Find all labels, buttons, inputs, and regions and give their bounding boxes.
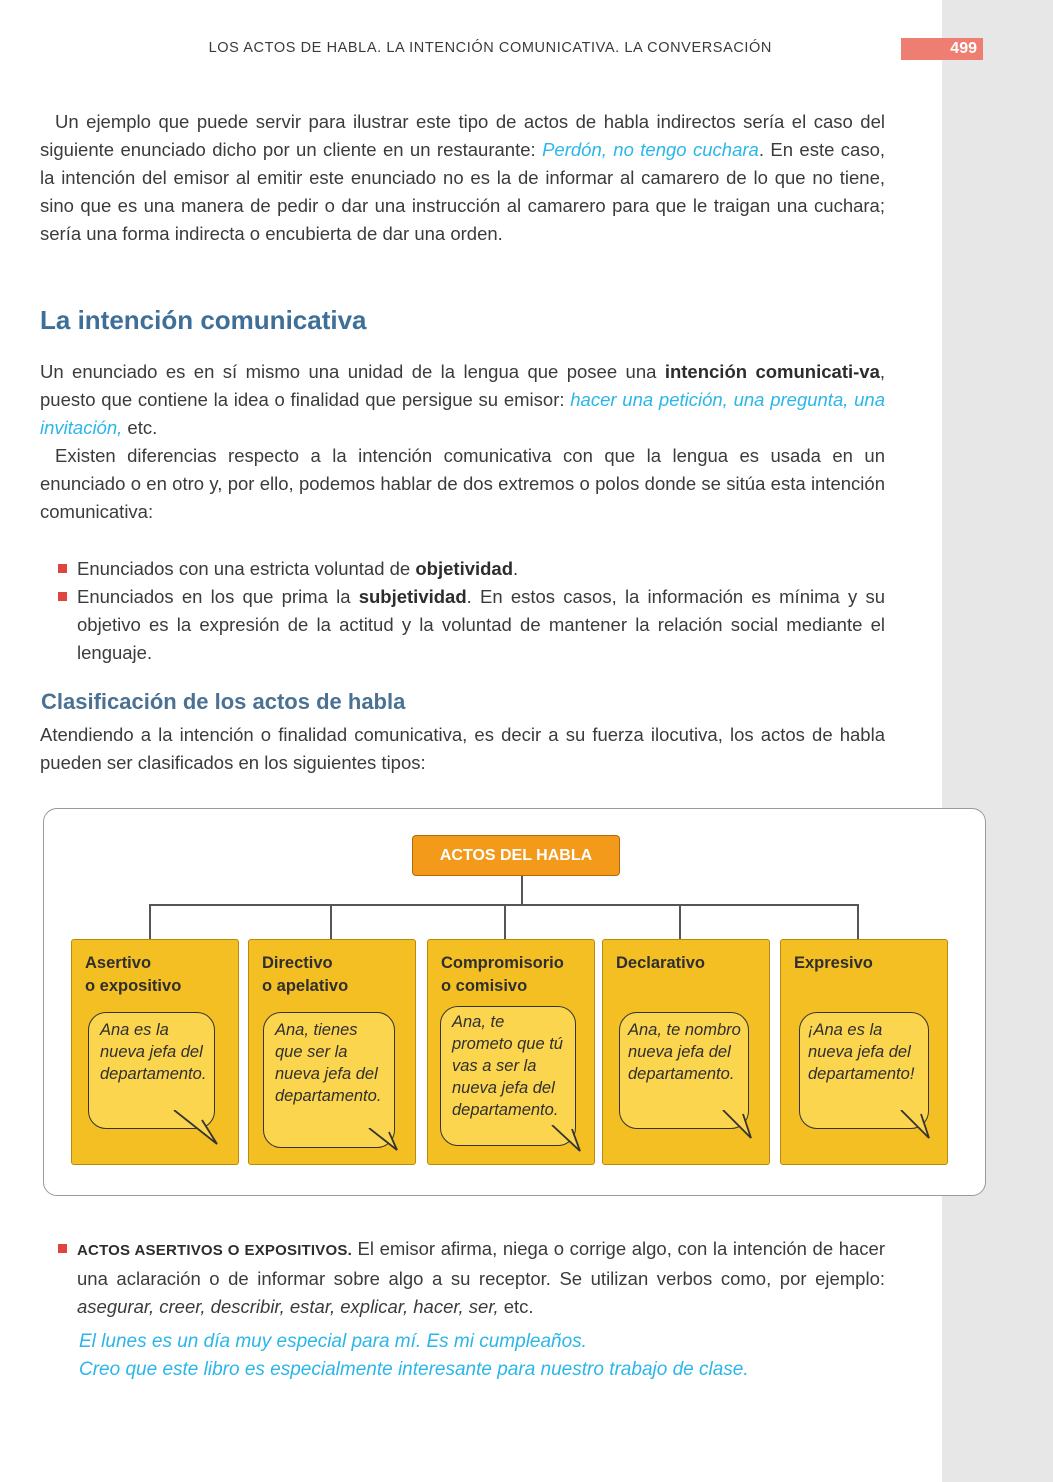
intro-text: Un ejemplo que puede servir para ilustrar este tipo de actos de habla indirectos sería el caso del siguiente enunciado dicho por un cliente en un restaurante: [40,111,885,160]
connector-line [504,904,506,940]
bullet-text: Enunciados con una estricta voluntad de [77,558,416,579]
bubble-example: Ana, tienes que ser la nueva jefa del departamento. [275,1021,382,1105]
section-paragraph-1 [40,358,885,442]
bullet-after: . [513,558,519,579]
bullet-square-icon [58,1244,67,1253]
speech-tail-icon [721,1110,761,1146]
asertivo-example-1: El lunes es un día muy especial para mí. Es mi cumpleaños. [79,1331,587,1352]
category-title: Compromisorio o comisivo [441,954,564,995]
asertivos-list [58,1235,885,1321]
p1-example: hacer una petición, una pregunta, una invitación, [40,389,885,438]
bubble-example: Ana es la nueva jefa del departamento. [100,1021,207,1083]
connector-line [149,904,151,940]
speech-tail-icon [899,1110,939,1146]
bullet-text: Enunciados en los que prima la [77,586,359,607]
asertivos-text: El emisor afirma, niega o corrige algo, con la intención de hacer una aclaración o de informar sobre algo a su receptor. Se utilizan verbos como, por ejemplo: [77,1238,885,1289]
p1-text: Un enunciado es en sí mismo una unidad de la lengua que posee una [40,361,665,382]
running-head: LOS ACTOS DE HABLA. LA INTENCIÓN COMUNICATIVA. LA CONVERSACIÓN [208,40,772,56]
bullet-strong: subjetividad [358,586,467,607]
intro-text-after: . En este caso, la intención del emisor al emitir este enunciado no es la de informar al camarero de lo que no tiene, sino que es una manera de pedir o dar una instrucción al camarero para que le traigan una cuchara; sería una forma indirecta o encubierta de dar una orden. [40,139,886,244]
category-title: Expresivo [794,954,873,972]
page-number: 499 [901,38,983,60]
speech-tail-icon [550,1125,590,1159]
list-item [58,555,885,583]
bubble-example: Ana, te prometo que tú vas a ser la nueva jefa del departamento. [452,1013,563,1119]
bullet-square-icon [58,564,67,573]
asertivos-verbs: asegurar, creer, describir, estar, explicar, hacer, ser, [77,1296,499,1317]
intro-paragraph [40,108,885,248]
bullet-strong: objetividad [415,558,514,579]
p1-middle: , puesto que contiene la idea o finalidad que persigue su emisor: [40,361,885,410]
speech-tail-icon [367,1128,407,1158]
page-margin-strip [942,0,1053,1482]
category-title: Asertivo o expositivo [85,954,182,995]
asertivos-label: ACTOS ASERTIVOS O EXPOSITIVOS. [77,1242,352,1259]
connector-line [857,904,859,940]
list-item [58,1235,885,1321]
speech-acts-diagram [43,808,986,1196]
asertivo-example-2: Creo que este libro es especialmente interesante para nuestro trabajo de clase. [79,1359,749,1380]
category-asertivo [71,939,239,1165]
subsection-title: Clasificación de los actos de habla [41,689,406,714]
section-paragraph-2: Existen diferencias respecto a la intención comunicativa con que la lengua es usada en un enunciado o en otro y, por ello, podemos hablar de dos extremos o polos donde se sitúa esta intención comunicativa: [40,445,885,522]
connector-line [521,876,523,904]
category-expresivo [780,939,948,1165]
connector-line [330,904,332,940]
page-header [0,38,977,60]
polos-list [58,555,885,667]
category-directivo [248,939,416,1165]
diagram-root-box: ACTOS DEL HABLA [412,835,620,876]
bubble-example: Ana, te nombro nueva jefa del departamento. [628,1021,741,1083]
section-title: La intención comunicativa [40,305,367,335]
asertivos-after: etc. [498,1296,534,1317]
p1-strong: intención comunicati-va [664,361,880,382]
speech-tail-icon [172,1110,222,1150]
list-item [58,583,885,667]
connector-line [679,904,681,940]
bubble-example: ¡Ana es la nueva jefa del departamento! [808,1021,915,1083]
category-compromisorio [427,939,595,1165]
subsection-intro: Atendiendo a la intención o finalidad comunicativa, es decir a su fuerza ilocutiva, los actos de habla pueden ser clasificados en los siguientes tipos: [40,724,885,773]
bullet-square-icon [58,592,67,601]
category-title: Directivo o apelativo [262,954,349,995]
category-title: Declarativo [616,954,705,972]
bullet-after: . En estos casos, la información es mínima y su objetivo es la expresión de la actitud y la voluntad de mantener la relación social mediante el lenguaje. [77,586,885,663]
category-declarativo [602,939,770,1165]
p1-after: etc. [122,417,158,438]
intro-example: Perdón, no tengo cuchara [542,139,759,160]
